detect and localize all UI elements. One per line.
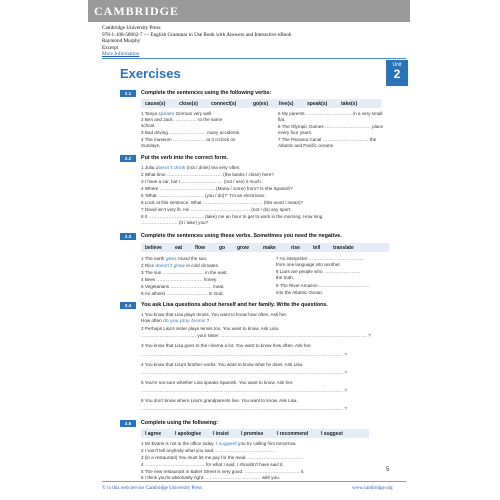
exercise-line: 1 Mr Evans is not in the office today. I suggest you try calling him tomorrow. <box>141 441 297 447</box>
word-item: speak(s) <box>307 101 328 107</box>
word-item: connect(s) <box>211 101 237 107</box>
section-title: Complete using the following: <box>141 420 218 426</box>
exercise-line: 6 I think you're absolutely right. ……………………………… with you. <box>141 475 280 480</box>
brand-header <box>88 0 410 22</box>
bottom-divider <box>102 481 406 482</box>
handwritten-answer: goes <box>165 257 177 262</box>
word-item: I agree <box>145 431 162 437</box>
section-title: Complete the sentences using these verbs. Sometimes you need the negative. <box>141 233 342 239</box>
exercise-line: 5 You're not sure whether Lisa speaks Spanish. You want to know. Ask her. <box>141 380 294 385</box>
word-item: live(s) <box>279 101 294 107</box>
isbn-line: 978-1-108-58662-7 — English Grammar in Use Book with Answers and Interactive eBook <box>102 31 292 38</box>
exercise-line: 5 Vegetarians ……………………… meat. <box>141 284 225 289</box>
exercise-line: flat. <box>278 117 286 122</box>
word-box <box>141 429 369 438</box>
exercise-line: 3 The sun ……………………… in the east. <box>141 270 228 275</box>
word-item: tell <box>313 245 321 251</box>
exercise-line: …………………………………………………………………………………………………………………… ? <box>141 370 347 375</box>
word-item: I insist <box>213 431 229 437</box>
exercise-line: 3 (in a restaurant) You must let me pay for the meal. ……………………………… <box>141 455 304 460</box>
exercise-line: Sundays. <box>141 143 161 148</box>
word-box <box>141 99 381 108</box>
exercise-line: 6 You don't know where Lisa's grandparents live. You want to know. Ask Lisa. <box>141 398 298 403</box>
exercise-line: 1 Tanya speaks German very well. <box>141 111 213 117</box>
word-item: believe <box>145 245 162 251</box>
section-number: 2.4 <box>120 302 136 309</box>
excerpt-label: Excerpt <box>102 44 119 51</box>
author: Raymond Murphy <box>102 38 141 44</box>
exercise-line: 5 My parents ………………………… in a very small <box>278 111 383 116</box>
exercise-line: 3 I have a car, but I ……………………… (not / use) it much. <box>141 179 263 184</box>
exercise-line: 6 The Olympic Games ………………………… place <box>278 124 384 129</box>
exercise-line: from one language into another. <box>276 262 341 267</box>
exercise-line: 2 I won't tell anybody what you said. ………………………………… <box>141 448 276 453</box>
footer-copyright-link[interactable]: © in this web service Cambridge University Press <box>102 486 203 491</box>
handwritten-answer: doesn't drink <box>155 166 186 171</box>
word-item: cause(s) <box>145 101 166 107</box>
exercise-line: 7 The Panama Canal ………………………… the <box>278 137 377 142</box>
section-number: 2.2 <box>120 155 136 162</box>
section-number: 2.5 <box>120 420 136 427</box>
word-item: I promise <box>241 431 264 437</box>
exercise-line: 2 Ben and Jack …………… to the same <box>141 117 223 122</box>
exercise-line: How often do you play tennis ? <box>141 318 210 324</box>
word-item: flow <box>195 245 205 251</box>
word-item: take(s) <box>341 101 358 107</box>
exercise-line: 4 The museum ………………… at 4 o'clock on <box>141 137 236 142</box>
section-title: Put the verb into the correct form. <box>141 155 228 161</box>
exercise-line: 1 You know that Lisa plays tennis. You want to know how often. Ask her. <box>141 312 288 317</box>
word-item: go(es) <box>253 101 268 107</box>
exercise-line: 4 You know that Lisa's brother works. You want to know what he does. Ask Lisa. <box>141 362 304 367</box>
exercise-line: Atlantic and Pacific oceans. <box>278 143 335 148</box>
word-item: grow <box>237 245 249 251</box>
word-item: translate <box>333 245 354 251</box>
exercise-line: …………………………………………………………………………………………………………………… ? <box>141 406 347 411</box>
section-number: 2.3 <box>120 233 136 240</box>
word-box <box>141 243 389 252</box>
exercise-line: 3 You know that Lisa goes to the cinema a lot. You want to know how often. Ask her. <box>141 343 312 348</box>
exercise-line: 3 Bad driving …………………… many accidents. <box>141 130 241 135</box>
exercise-line: 4 ………………………………… for what I said. I shouldn't have said it. <box>141 462 284 467</box>
exercise-line: 5 'What ………………………… (you / do)?' 'I'm an electrician.' <box>141 193 267 198</box>
exercise-line: 9 The River Amazon …………………………… <box>276 283 370 288</box>
exercise-line: the truth. <box>276 275 295 280</box>
word-item: close(s) <box>179 101 198 107</box>
unit-number: 2 <box>393 67 401 81</box>
top-divider <box>102 58 406 59</box>
word-item: I apologise <box>175 431 202 437</box>
page-number: 5 <box>386 467 390 473</box>
handwritten-answer: doesn't grow <box>155 264 186 269</box>
exercise-line: 1 Julia doesn't drink (not / drink) tea very often. <box>141 165 241 171</box>
exercise-line: 1 The earth goes round the sun. <box>141 256 208 262</box>
section-title: Complete the sentences using the following verbs: <box>141 90 272 96</box>
brand-logo: CAMBRIDGE <box>94 4 180 18</box>
exercise-line: into the Atlantic Ocean. <box>276 290 324 295</box>
section-title: You ask Lisa questions about herself and her family. Write the questions. <box>141 302 328 308</box>
book-metadata <box>102 25 291 58</box>
unit-label: Unit <box>392 62 402 68</box>
exercise-line: 6 Look at this sentence. What ………………………………… (this word / mean)? <box>141 200 304 205</box>
publisher: Cambridge University Press <box>102 25 161 31</box>
word-item: make <box>263 245 276 251</box>
footer-website-link[interactable]: www.cambridge.org <box>352 486 393 491</box>
word-item: eat <box>175 245 183 251</box>
exercise-line: 4 Bees ………………………… honey. <box>141 277 218 282</box>
exercise-line: …………………………………………………………………………………………………………………… ? <box>141 352 347 357</box>
exercise-line: 5 The new restaurant in Baker Street is very good. ……………………………… it. <box>141 469 305 474</box>
exercise-line: 7 David isn't very fit. He ………………………………… (not / do) any sport. <box>141 207 292 212</box>
unit-badge <box>386 60 408 86</box>
exercise-line: 8 Liars are people who …………………… <box>276 269 361 274</box>
exercise-line: ……………………………… your sister …………………………………………………………………………………… ? <box>141 333 371 338</box>
handwritten-answer: I suggest <box>215 442 237 447</box>
handwritten-answer: do you play tennis <box>162 319 206 324</box>
exercise-line: school. <box>141 123 156 128</box>
word-item: rise <box>291 245 300 251</box>
handwritten-answer: speaks <box>158 112 175 117</box>
exercise-line: every four years. <box>278 130 313 135</box>
exercise-line: 2 What time ……………………………… (the banks / close) here? <box>141 172 274 177</box>
exercise-line: …………………………………………………………………………………………………………………… ? <box>141 388 347 393</box>
more-information-link[interactable]: More Information <box>102 51 140 57</box>
exercise-line: …………………… (it / take) you? <box>141 220 209 225</box>
word-item: go <box>219 245 226 251</box>
exercise-line: 2 Rice doesn't grow in cold climates. <box>141 263 220 269</box>
exercise-line: 7 An interpreter ……………………………… <box>276 256 364 261</box>
exercise-line: 8 It ……………………………… (take) me an hour to get to work in the morning. How long <box>141 214 323 219</box>
word-item: I recommend <box>277 431 309 437</box>
section-number: 2.1 <box>120 90 136 97</box>
exercise-line: 2 Perhaps Lisa's sister plays tennis too. You want to know. Ask Lisa. <box>141 326 280 331</box>
exercise-line: 4 Where ……………………………… (Maria / come) from? Is she Spanish? <box>141 186 293 191</box>
word-item: I suggest <box>321 431 343 437</box>
exercise-line: 6 An atheist ……………………… in God. <box>141 291 224 296</box>
page-title: Exercises <box>120 66 181 81</box>
